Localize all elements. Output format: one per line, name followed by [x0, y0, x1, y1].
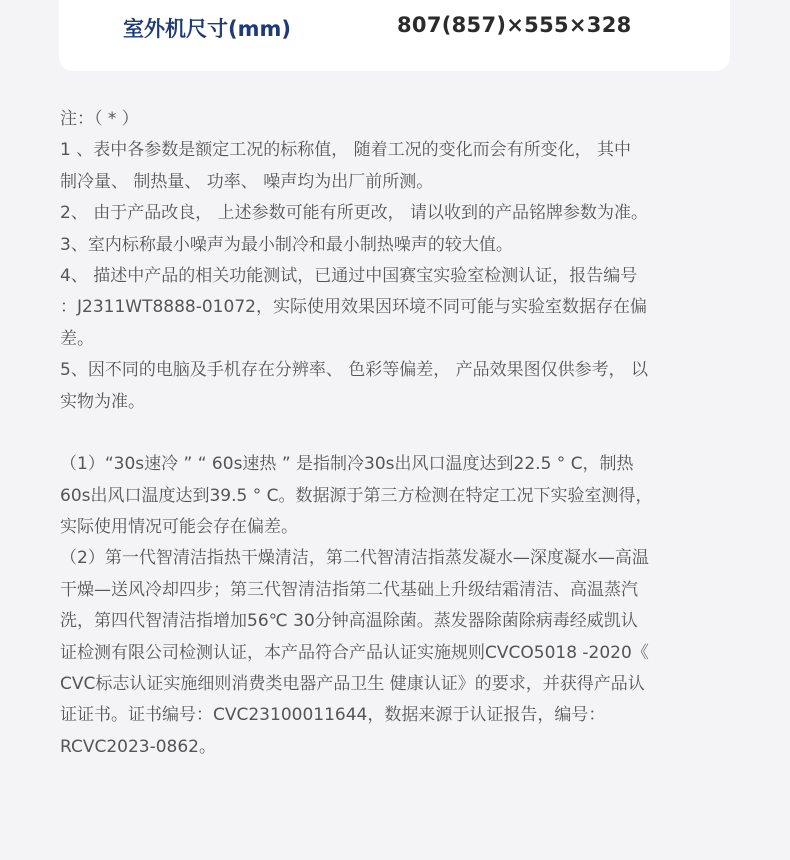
footnote-line: 60s出风口温度达到39.5 ° C。数据源于第三方检测在特定工况下实验室测得，: [60, 485, 653, 506]
note-line: 3、室内标称最小噪声为最小制冷和最小制热噪声的较大值。: [60, 234, 513, 255]
footnote-line: 洗，第四代智清洁指增加56℃ 30分钟高温除菌。蒸发器除菌除病毒经威凯认: [60, 611, 638, 632]
footnote-line: （2）第一代智清洁指热干燥清洁，第二代智清洁指蒸发凝水—深度凝水—高温: [60, 548, 649, 569]
note-line: 实物为准。: [60, 391, 145, 412]
footnote-line: CVC标志认证实施细则消费类电器产品卫生 健康认证》的要求，并获得产品认: [60, 674, 645, 695]
notes-section: [60, 104, 742, 763]
note-line: 制冷量、 制热量、 功率、 噪声均为出厂前所测。: [60, 171, 434, 192]
footnote-line: 证检测有限公司检测认证，本产品符合产品认证实施规则CVCO5018 -2020《: [60, 642, 649, 663]
footnote-line: 证证书。证书编号：CVC23100011644，数据来源于认证报告，编号：: [60, 705, 606, 726]
note-line: 2、 由于产品改良， 上述参数可能有所更改， 请以收到的产品铭牌参数为准。: [60, 203, 649, 224]
footnote-line: 实际使用情况可能会存在偏差。: [60, 517, 298, 538]
note-line: 1 、表中各参数是额定工况的标称值， 随着工况的变化而会有所变化， 其中: [60, 140, 632, 161]
section-gap: [60, 418, 742, 449]
footnote-line: （1）“30s速冷 ” “ 60s速热 ” 是指制冷30s出风口温度达到22.5 ° C，制热: [60, 454, 634, 475]
note-line: 4、 描述中产品的相关功能测试，已通过中国赛宝实验室检测认证，报告编号: [60, 265, 638, 286]
notes-heading: 注：（ * ）: [60, 109, 139, 129]
note-line: 5、因不同的电脑及手机存在分辨率、 色彩等偏差， 产品效果图仅供参考， 以: [60, 360, 649, 381]
note-line: 差。: [60, 328, 94, 349]
footnote-line: 干燥—送风冷却四步；第三代智清洁指第二代基础上升级结霜清洁、高温蒸汽: [60, 579, 638, 600]
spec-card: [59, 0, 730, 71]
spec-value-outdoor-unit-size: 807(857)×555×328: [397, 13, 632, 37]
footnote-line: RCVC2023-0862。: [60, 736, 216, 757]
note-line: ：J2311WT8888-01072，实际使用效果因环境不同可能与实验室数据存在偏: [60, 297, 647, 318]
spec-label-outdoor-unit-size: 室外机尺寸(mm): [123, 17, 291, 41]
